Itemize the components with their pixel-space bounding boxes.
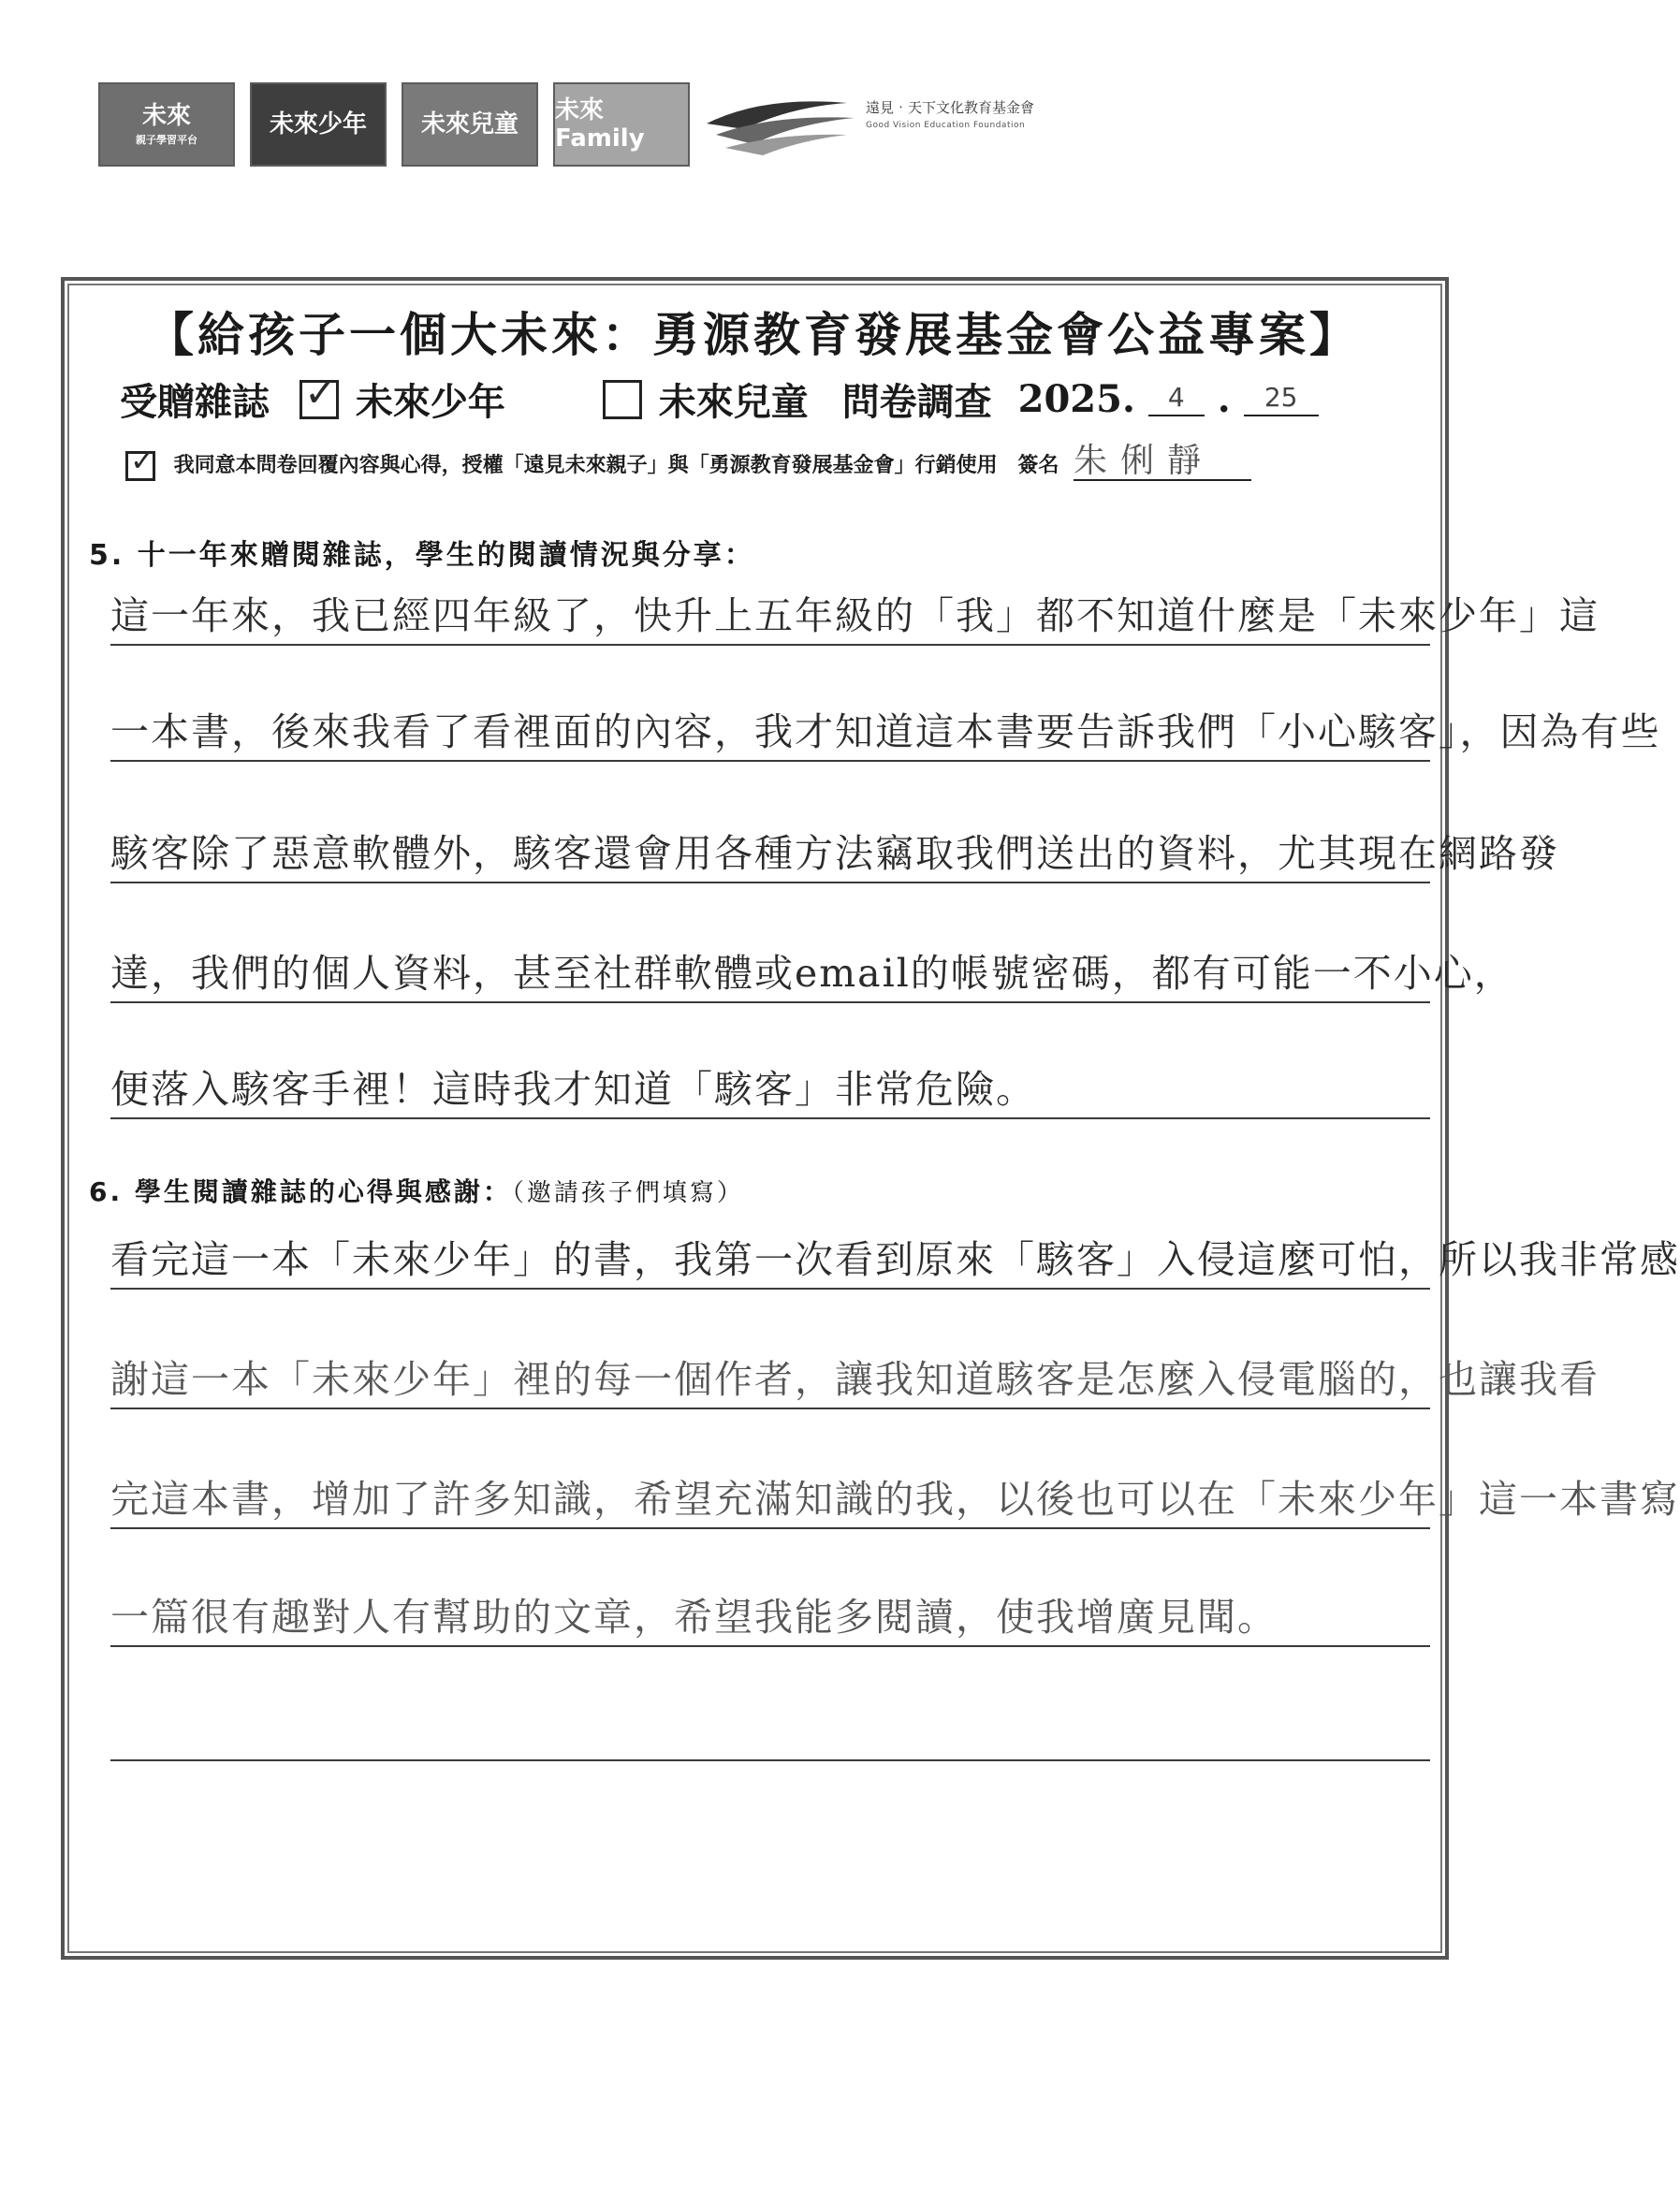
question-6-hint: （邀請孩子們填寫）: [511, 1179, 744, 1207]
answer-5-line: 一本書，後來我看了看裡面的內容，我才知道這本書要告訴我們「小心駭客」，因為有些: [110, 704, 1430, 762]
consent-checkbox[interactable]: [125, 443, 155, 481]
foundation-swoosh-icon: [707, 86, 856, 161]
option-1-label: 未來少年: [355, 380, 505, 424]
option-2-checkbox[interactable]: [603, 380, 642, 419]
survey-month: 4: [1148, 382, 1205, 416]
check-icon: ✓: [303, 369, 338, 416]
logo-banner: [98, 73, 1034, 176]
received-label: 受贈雜誌: [120, 380, 270, 424]
option-1-checkbox[interactable]: [299, 369, 339, 419]
answer-6-line: 完這本書，增加了許多知識，希望充滿知識的我，以後也可以在「未來少年」這一本書寫: [110, 1471, 1430, 1529]
survey-year: 2025.: [1017, 377, 1135, 421]
logo-subtext: 親子學習平台: [136, 134, 197, 146]
answer-6-blank-line: [110, 1759, 1430, 1761]
answer-6-line: 一篇很有趣對人有幫助的文章，希望我能多閱讀，使我增廣見聞。: [110, 1589, 1430, 1647]
answer-5-line: 駭客除了惡意軟體外，駭客還會用各種方法竊取我們送出的資料，尤其現在網路發: [110, 825, 1430, 883]
question-5: 5. 十一年來贈閱雜誌，學生的閱讀情況與分享：: [89, 539, 755, 572]
weilai-logo: [98, 82, 235, 167]
foundation-name-cn: 遠見‧天下文化教育基金會: [866, 99, 1035, 116]
future-kids-logo: [402, 82, 538, 167]
logo-text: 未來: [141, 102, 191, 130]
form-title: 【給孩子一個大未來：勇源教育發展基金會公益專案】: [147, 307, 1360, 362]
survey-day: 25: [1244, 382, 1319, 416]
answer-5-line: 便落入駭客手裡！這時我才知道「駭客」非常危險。: [110, 1061, 1430, 1119]
signature: 朱俐靜: [1074, 444, 1251, 481]
answer-6-line: 謝這一本「未來少年」裡的每一個作者，讓我知道駭客是怎麼入侵電腦的，也讓我看: [110, 1351, 1430, 1409]
logo-text: 未來少年: [269, 110, 367, 139]
signature-label: 簽名: [1017, 454, 1059, 477]
magazine-row: [120, 369, 1430, 429]
logo-text: 未來Family: [555, 96, 645, 153]
consent-text: 我同意本問卷回覆內容與心得，授權「遠見未來親子」與「勇源教育發展基金會」行銷使用: [173, 454, 998, 477]
answer-5-line: 達，我們的個人資料，甚至社群軟體或email的帳號密碼，都有可能一不小心，: [110, 945, 1430, 1003]
answer-6-line: 看完這一本「未來少年」的書，我第一次看到原來「駭客」入侵這麼可怕，所以我非常感: [110, 1232, 1430, 1290]
consent-row: [120, 444, 1430, 490]
future-family-logo: [553, 82, 690, 167]
question-6: [89, 1172, 744, 1209]
foundation-name-en: Good Vision Education Foundation: [866, 121, 1026, 130]
logo-text: 未來兒童: [420, 110, 519, 139]
survey-label: 問卷調查: [841, 380, 992, 424]
question-6-text: 6. 學生閱讀雜誌的心得與感謝：: [89, 1176, 512, 1207]
date-separator: .: [1217, 377, 1231, 421]
answer-5-line: 這一年來，我已經四年級了，快升上五年級的「我」都不知道什麼是「未來少年」這: [110, 588, 1430, 646]
future-youth-logo: [250, 82, 387, 167]
option-2-label: 未來兒童: [658, 380, 809, 424]
check-icon: ✓: [130, 443, 155, 478]
foundation-name: [866, 97, 1090, 130]
